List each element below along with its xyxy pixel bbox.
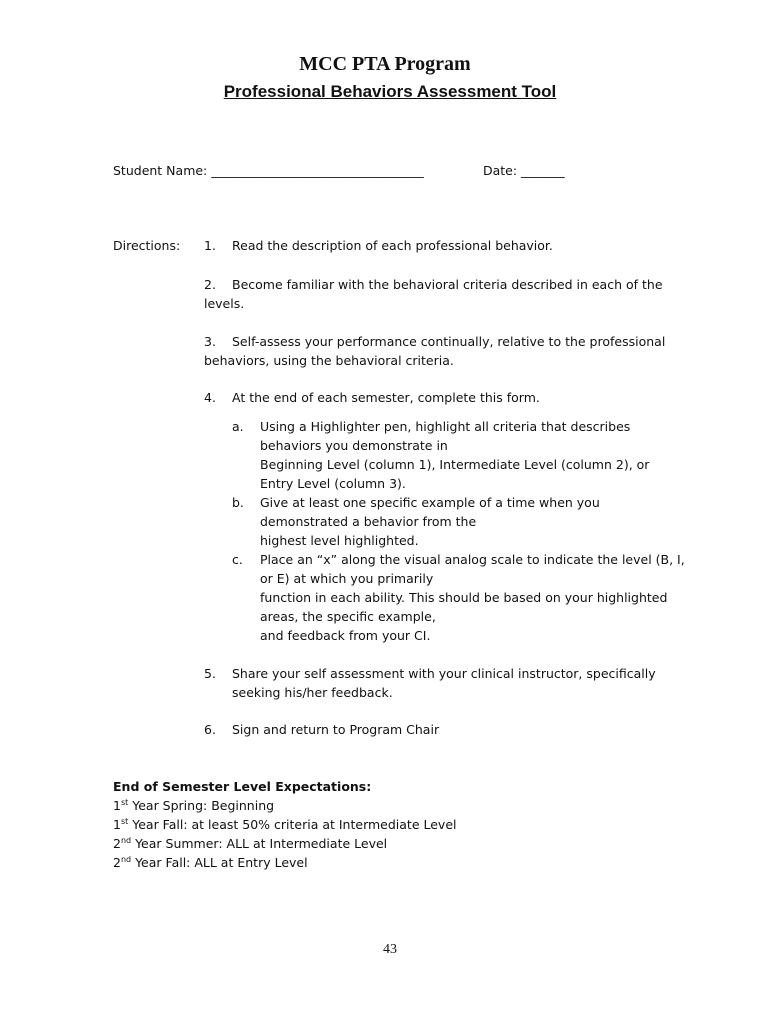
direction-text: Become familiar with the behavioral criteria described in each of the bbox=[232, 277, 663, 292]
subitem-text: and feedback from your CI. bbox=[260, 628, 431, 643]
subitem-text: demonstrated a behavior from the bbox=[260, 514, 477, 529]
program-title: MCC PTA Program bbox=[299, 53, 471, 75]
expectation-line: 1st Year Spring: Beginning bbox=[113, 798, 275, 813]
direction-number: 4. bbox=[204, 390, 216, 405]
direction-number: 5. bbox=[204, 666, 216, 681]
expectation-line: 1st Year Fall: at least 50% criteria at Intermediate Level bbox=[113, 817, 457, 832]
direction-text-cont: behaviors, using the behavioral criteria. bbox=[204, 353, 454, 368]
subitem-letter: a. bbox=[232, 419, 244, 434]
expectation-line: 2nd Year Summer: ALL at Intermediate Level bbox=[113, 836, 388, 851]
page-number: 43 bbox=[383, 942, 397, 957]
expectations-heading: End of Semester Level Expectations: bbox=[113, 779, 372, 794]
direction-number: 2. bbox=[204, 277, 216, 292]
subitem-text: Entry Level (column 3). bbox=[260, 476, 406, 491]
date-label: Date: _______ bbox=[483, 163, 565, 178]
subitem-text: or E) at which you primarily bbox=[260, 571, 434, 586]
subitem-text: function in each ability. This should be based on your highlighted bbox=[260, 590, 668, 605]
subitem-text: areas, the specific example, bbox=[260, 609, 436, 624]
direction-text: Self-assess your performance continually, relative to the professional bbox=[232, 334, 666, 349]
directions-label: Directions: bbox=[113, 238, 181, 253]
subitem-text: Place an “x” along the visual analog scale to indicate the level (B, I, bbox=[260, 552, 685, 567]
direction-text: Share your self assessment with your clinical instructor, specifically bbox=[232, 666, 656, 681]
subitem-text: Give at least one specific example of a time when you bbox=[260, 495, 600, 510]
direction-number: 3. bbox=[204, 334, 216, 349]
subitem-letter: b. bbox=[232, 495, 244, 510]
direction-number: 6. bbox=[204, 722, 216, 737]
subitem-text: behaviors you demonstrate in bbox=[260, 438, 448, 453]
direction-text-cont: levels. bbox=[204, 296, 245, 311]
direction-text-cont: seeking his/her feedback. bbox=[232, 685, 393, 700]
direction-text: Sign and return to Program Chair bbox=[232, 722, 440, 737]
document-title: Professional Behaviors Assessment Tool bbox=[223, 82, 557, 101]
direction-text: At the end of each semester, complete this form. bbox=[232, 390, 540, 405]
expectation-line: 2nd Year Fall: ALL at Entry Level bbox=[113, 855, 308, 870]
direction-number: 1. bbox=[204, 238, 216, 253]
subitem-letter: c. bbox=[232, 552, 243, 567]
direction-text: Read the description of each professional behavior. bbox=[232, 238, 553, 253]
student-name-label: Student Name: __________________________________ bbox=[113, 163, 424, 178]
subitem-text: Using a Highlighter pen, highlight all criteria that describes bbox=[260, 419, 631, 434]
subitem-text: Beginning Level (column 1), Intermediate Level (column 2), or bbox=[260, 457, 650, 472]
subitem-text: highest level highlighted. bbox=[260, 533, 419, 548]
